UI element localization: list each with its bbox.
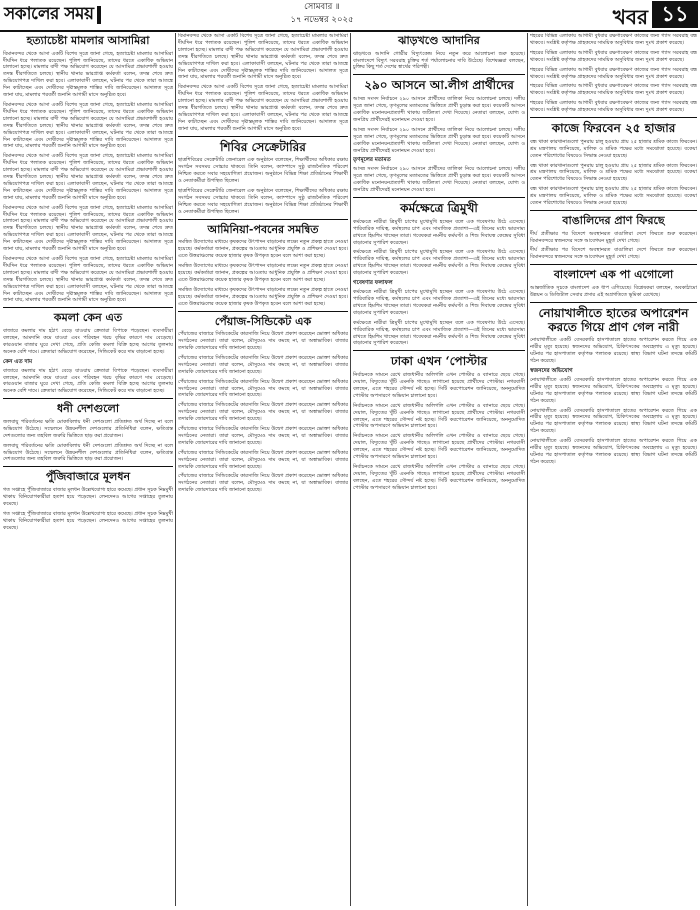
headline: ঝাড়খণ্ডে আদানির <box>398 34 480 47</box>
article-body: শহরের বিভিন্ন এলাকায় আগামী বুধবার রক্ষণাবেক্ষণ কাজের জন্য গ্যাস সরবরাহ বন্ধ থাকবে। সংশ্লিষ্ট কর্তৃপক্ষ গ্রাহকদের সাময়িক অসুবিধার জন্য দুঃখ প্রকাশ করেছে। <box>530 49 697 63</box>
article-kamla <box>3 307 173 395</box>
article-body: আসন্ন সংসদ নির্বাচনে ২৯০ আসনে প্রার্থীদের তালিকা নিয়ে আলোচনা চলছে। দলীয় সূত্রে জানা গেছে, তৃণমূলের মতামতের ভিত্তিতে প্রার্থী চূড়ান্ত করা হবে। কয়েকটি আসনে একাধিক মনোনয়নপ্রত্যাশী থাকায় জটিলতা দেখা দিয়েছে। নেতারা বলছেন, যোগ্য ও জনপ্রিয় প্রার্থীদেরই মনোনয়ন দেওয়া হবে। <box>353 96 525 123</box>
article-shibir <box>178 136 348 216</box>
article-body: বিমানবন্দর থেকে আসা একটি বিশেষ সূত্রে জানা গেছে, হত্যাচেষ্টা মামলার আসামিরা দীর্ঘদিন ধরে পলাতক রয়েছেন। পুলিশ জানিয়েছে, তাদের ধরতে একাধিক অভিযান চালানো হচ্ছে। মামলার বাদী পক্ষ অভিযোগ করেছেন যে আসামিরা প্রভাবশালী হওয়ায় তদন্ত ধীরগতিতে চলছে। স্থানীয় থানার ভারপ্রাপ্ত কর্মকর্তা বলেন, তদন্ত শেষে দ্রুত অভিযোগপত্র দাখিল করা হবে। এলাকাবাসী বলছেন, ঘটনার পর থেকে তারা আতঙ্কে দিন কাটাচ্ছেন এবং দোষীদের দৃষ্টান্তমূলক শাস্তির দাবি জানিয়েছেন। আদালত সূত্রে জানা যায়, মামলার পরবর্তী শুনানি আগামী মাসে অনুষ্ঠিত হবে। <box>3 101 173 150</box>
subheading: তৃণমূলের মতামত <box>353 157 391 164</box>
article-hotyachesta <box>3 35 173 304</box>
article-body: শহরের বিভিন্ন এলাকায় আগামী বুধবার রক্ষণাবেক্ষণ কাজের জন্য গ্যাস সরবরাহ বন্ধ থাকবে। সংশ্লিষ্ট কর্তৃপক্ষ গ্রাহকদের সাময়িক অসুবিধার জন্য দুঃখ প্রকাশ করেছে। <box>530 100 697 114</box>
article-body: ঝাড়খণ্ডে আদানি গোষ্ঠীর বিদ্যুৎকেন্দ্র নিয়ে নতুন করে আলোচনা শুরু হয়েছে। বাংলাদেশে বিদ্যুৎ সরবরাহ চুক্তির শর্ত পর্যালোচনার দাবি উঠেছে। বিশেষজ্ঞরা বলছেন, চুক্তির কিছু শর্ত দেশের স্বার্থের পরিপন্থী। <box>353 50 525 71</box>
article-body: আসন্ন সংসদ নির্বাচনে ২৯০ আসনে প্রার্থীদের তালিকা নিয়ে আলোচনা চলছে। দলীয় সূত্রে জানা গেছে, তৃণমূলের মতামতের ভিত্তিতে প্রার্থী চূড়ান্ত করা হবে। কয়েকটি আসনে একাধিক মনোনয়নপ্রত্যাশী থাকায় জটিলতা দেখা দিয়েছে। নেতারা বলছেন, যোগ্য ও জনপ্রিয় প্রার্থীদেরই মনোনয়ন দেওয়া হবে। <box>353 166 525 194</box>
article-jharkhand <box>353 35 525 71</box>
article-body: বিমানবন্দর থেকে আসা একটি বিশেষ সূত্রে জানা গেছে, হত্যাচেষ্টা মামলার আসামিরা দীর্ঘদিন ধরে পলাতক রয়েছেন। পুলিশ জানিয়েছে, তাদের ধরতে একাধিক অভিযান চালানো হচ্ছে। মামলার বাদী পক্ষ অভিযোগ করেছেন যে আসামিরা প্রভাবশালী হওয়ায় তদন্ত ধীরগতিতে চলছে। স্থানীয় থানার ভারপ্রাপ্ত কর্মকর্তা বলেন, তদন্ত শেষে দ্রুত অভিযোগপত্র দাখিল করা হবে। এলাকাবাসী বলছেন, ঘটনার পর থেকে তারা আতঙ্কে দিন কাটাচ্ছেন এবং দোষীদের দৃষ্টান্তমূলক শাস্তির দাবি জানিয়েছেন। আদালত সূত্রে জানা যায়, মামলার পরবর্তী শুনানি আগামী মাসে অনুষ্ঠিত হবে। <box>3 204 173 253</box>
article-body: সমন্বিত উদ্যোগের মাধ্যমে কৃষকদের উৎপাদন বাড়ানোর লক্ষ্যে নতুন প্রকল্প হাতে নেওয়া হয়েছে। কর্মকর্তারা জানান, প্রকল্পের আওতায় আধুনিক প্রযুক্তি ও প্রশিক্ষণ দেওয়া হবে। এতে উত্তরাঞ্চলের কয়েক হাজার কৃষক উপকৃত হবেন বলে আশা করা হচ্ছে। <box>178 263 348 283</box>
article-body: গত সপ্তাহে পুঁজিবাজারে বাজার মূলধন উল্লেখযোগ্য হারে কমেছে। প্রধান সূচক নিম্নমুখী থাকায় বিনিয়োগকারীরা হতাশ হয়ে পড়েছেন। লেনদেনও আগের সপ্তাহের তুলনায় কমেছে। <box>3 510 173 531</box>
subheading: গবেষণার ফলাফল <box>353 280 393 287</box>
column-1 <box>3 33 173 534</box>
column-2 <box>178 33 348 497</box>
article-ashon <box>353 74 525 194</box>
headline: ধনী দেশগুলো <box>56 402 120 416</box>
day-label: সোমবার ॥ <box>304 2 340 12</box>
article-dhaka <box>353 350 525 491</box>
article-body: বিমানবন্দর থেকে আসা একটি বিশেষ সূত্রে জানা গেছে, হত্যাচেষ্টা মামলার আসামিরা দীর্ঘদিন ধরে পলাতক রয়েছেন। পুলিশ জানিয়েছে, তাদের ধরতে একাধিক অভিযান চালানো হচ্ছে। মামলার বাদী পক্ষ অভিযোগ করেছেন যে আসামিরা প্রভাবশালী হওয়ায় তদন্ত ধীরগতিতে চলছে। স্থানীয় থানার ভারপ্রাপ্ত কর্মকর্তা বলেন, তদন্ত শেষে দ্রুত অভিযোগপত্র দাখিল করা হবে। এলাকাবাসী বলছেন, ঘটনার পর থেকে তারা আতঙ্কে দিন কাটাচ্ছেন এবং দোষীদের দৃষ্টান্তমূলক শাস্তির দাবি জানিয়েছেন। আদালত সূত্রে জানা যায়, মামলার পরবর্তী শুনানি আগামী মাসে অনুষ্ঠিত হবে। <box>3 153 173 201</box>
article-body: বাজারে কমলার দাম হঠাৎ বেড়ে যাওয়ায় ক্রেতারা বিপাকে পড়েছেন। ব্যবসায়ীরা বলছেন, আমদানি কমে যাওয়া এবং পরিবহন খরচ বৃদ্ধির কারণে দাম বেড়েছে। কারওয়ান বাজার ঘুরে দেখা গেছে, প্রতি কেজি কমলা বিক্রি হচ্ছে আগের তুলনায় অনেক বেশি দামে। ক্রেতারা অভিযোগ করেছেন, সিন্ডিকেট করে দাম বাড়ানো হচ্ছে। <box>3 367 173 395</box>
article-karmo <box>353 197 525 347</box>
article-body: সমন্বিত উদ্যোগের মাধ্যমে কৃষকদের উৎপাদন বাড়ানোর লক্ষ্যে নতুন প্রকল্প হাতে নেওয়া হয়েছে। কর্মকর্তারা জানান, প্রকল্পের আওতায় আধুনিক প্রযুক্তি ও প্রশিক্ষণ দেওয়া হবে। এতে উত্তরাঞ্চলের কয়েক হাজার কৃষক উপকৃত হবেন বলে আশা করা হচ্ছে। <box>178 286 348 307</box>
article-body: নির্বাচনকে সামনে রেখে রাজধানীর অলিগলি এখন পোস্টার ও ব্যানারে ছেয়ে গেছে। দেয়াল, বিদ্যুতের খুঁটি এমনকি গাছেও লাগানো হয়েছে প্রার্থীদের পোস্টার। নগরবাসী বলছেন, এতে শহরের সৌন্দর্য নষ্ট হচ্ছে। সিটি করপোরেশন জানিয়েছে, অননুমোদিত পোস্টার অপসারণে অভিযান চালানো হবে। <box>353 372 525 399</box>
article-body: নোয়াখালীতে একটি বেসরকারি হাসপাতালে হাতের অপারেশন করতে গিয়ে এক নারীর মৃত্যু হয়েছে। স্বজনদের অভিযোগ, চিকিৎসকের অবহেলায় এ মৃত্যু হয়েছে। ঘটনার পর হাসপাতাল কর্তৃপক্ষ পলাতক রয়েছে। স্বাস্থ্য বিভাগ ঘটনা তদন্তে কমিটি গঠন করেছে। <box>530 337 697 365</box>
article-pabon <box>178 219 348 308</box>
article-body: কর্মক্ষেত্রে নারীরা ত্রিমুখী চাপের মুখোমুখি হচ্ছেন বলে এক গবেষণায় উঠে এসেছে। পারিবারিক দায়িত্ব, কর্মস্থলের চাপ এবং সামাজিক প্রত্যাশা—এই তিনের মধ্যে ভারসাম্য রাখতে হিমশিম খাচ্ছেন তারা। গবেষকরা নমনীয় কর্মঘণ্টা ও শিশু দিবাযত্ন কেন্দ্রের সুবিধা বাড়ানোর সুপারিশ করেছেন। <box>353 249 525 277</box>
article-body: নোয়াখালীতে একটি বেসরকারি হাসপাতালে হাতের অপারেশন করতে গিয়ে এক নারীর মৃত্যু হয়েছে। স্বজনদের অভিযোগ, চিকিৎসকের অবহেলায় এ মৃত্যু হয়েছে। ঘটনার পর হাসপাতাল কর্তৃপক্ষ পলাতক রয়েছে। স্বাস্থ্য বিভাগ ঘটনা তদন্তে কমিটি গঠন করেছে। <box>530 438 697 465</box>
column-divider <box>527 33 528 906</box>
headline: কমলা কেন এত <box>53 311 123 325</box>
article-body: নির্বাচনকে সামনে রেখে রাজধানীর অলিগলি এখন পোস্টার ও ব্যানারে ছেয়ে গেছে। দেয়াল, বিদ্যুতের খুঁটি এমনকি গাছেও লাগানো হয়েছে প্রার্থীদের পোস্টার। নগরবাসী বলছেন, এতে শহরের সৌন্দর্য নষ্ট হচ্ছে। সিটি করপোরেশন জানিয়েছে, অননুমোদিত পোস্টার অপসারণে অভিযান চালানো হবে। <box>353 433 525 461</box>
article-body: বিমানবন্দর থেকে আসা একটি বিশেষ সূত্রে জানা গেছে, হত্যাচেষ্টা মামলার আসামিরা দীর্ঘদিন ধরে পলাতক রয়েছেন। পুলিশ জানিয়েছে, তাদের ধরতে একাধিক অভিযান চালানো হচ্ছে। মামলার বাদী পক্ষ অভিযোগ করেছেন যে আসামিরা প্রভাবশালী হওয়ায় তদন্ত ধীরগতিতে চলছে। স্থানীয় থানার ভারপ্রাপ্ত কর্মকর্তা বলেন, তদন্ত শেষে দ্রুত অভিযোগপত্র দাখিল করা হবে। এলাকাবাসী বলছেন, ঘটনার পর থেকে তারা আতঙ্কে দিন কাটাচ্ছেন এবং দোষীদের দৃষ্টান্তমূলক শাস্তির দাবি জানিয়েছেন। আদালত সূত্রে জানা যায়, মামলার পরবর্তী শুনানি আগামী মাসে অনুষ্ঠিত হবে। <box>178 84 348 132</box>
subheading: স্বজনদের অভিযোগ <box>530 367 573 374</box>
date-block <box>262 1 382 27</box>
column-3 <box>353 33 525 495</box>
article-body: বিমানবন্দর থেকে আসা একটি বিশেষ সূত্রে জানা গেছে, হত্যাচেষ্টা মামলার আসামিরা দীর্ঘদিন ধরে পলাতক রয়েছেন। পুলিশ জানিয়েছে, তাদের ধরতে একাধিক অভিযান চালানো হচ্ছে। মামলার বাদী পক্ষ অভিযোগ করেছেন যে আসামিরা প্রভাবশালী হওয়ায় তদন্ত ধীরগতিতে চলছে। স্থানীয় থানার ভারপ্রাপ্ত কর্মকর্তা বলেন, তদন্ত শেষে দ্রুত অভিযোগপত্র দাখিল করা হবে। এলাকাবাসী বলছেন, ঘটনার পর থেকে তারা আতঙ্কে দিন কাটাচ্ছেন এবং দোষীদের দৃষ্টান্তমূলক শাস্তির দাবি জানিয়েছেন। আদালত সূত্রে জানা যায়, মামলার পরবর্তী শুনানি আগামী মাসে অনুষ্ঠিত হবে। <box>178 33 348 81</box>
headline: ঢাকা এখন ‘পোস্টার <box>390 354 488 369</box>
article-body: আন্তর্জাতিক সূচকে বাংলাদেশ এক ধাপ এগিয়েছে। বিশ্লেষকরা বলছেন, অবকাঠামো উন্নয়ন ও ডিজিটাল সেবার প্রসার এই অগ্রগতিতে ভূমিকা রেখেছে। <box>530 284 697 298</box>
article-body: বিমানবন্দর থেকে আসা একটি বিশেষ সূত্রে জানা গেছে, হত্যাচেষ্টা মামলার আসামিরা দীর্ঘদিন ধরে পলাতক রয়েছেন। পুলিশ জানিয়েছে, তাদের ধরতে একাধিক অভিযান চালানো হচ্ছে। মামলার বাদী পক্ষ অভিযোগ করেছেন যে আসামিরা প্রভাবশালী হওয়ায় তদন্ত ধীরগতিতে চলছে। স্থানীয় থানার ভারপ্রাপ্ত কর্মকর্তা বলেন, তদন্ত শেষে দ্রুত অভিযোগপত্র দাখিল করা হবে। এলাকাবাসী বলছেন, ঘটনার পর থেকে তারা আতঙ্কে দিন কাটাচ্ছেন এবং দোষীদের দৃষ্টান্তমূলক শাস্তির দাবি জানিয়েছেন। আদালত সূত্রে জানা যায়, মামলার পরবর্তী শুনানি আগামী মাসে অনুষ্ঠিত হবে। <box>3 256 173 304</box>
article-body: দীর্ঘ প্রতীক্ষার পর বিদেশে অবস্থানরত বাঙালিরা দেশে ফিরতে শুরু করেছেন। বিমানবন্দরে স্বজনদের সঙ্গে আবেগঘন মুহূর্ত দেখা গেছে। <box>530 247 697 261</box>
headline: বাংলাদেশ এক পা এগোলো <box>553 268 674 282</box>
article-dhoni <box>3 398 173 463</box>
column-4 <box>530 33 697 469</box>
article-body: ছাত্রশিবিরের সেক্রেটারি জেনারেল এক অনুষ্ঠানে বলেছেন, শিক্ষার্থীদের অধিকার রক্ষায় সংগঠন সবসময় সোচ্চার থাকবে। তিনি বলেন, ক্যাম্পাসে সুষ্ঠু রাজনৈতিক পরিবেশ নিশ্চিত করতে সবার সহযোগিতা প্রয়োজন। অনুষ্ঠানে বিভিন্ন শিক্ষা প্রতিষ্ঠানের শিক্ষার্থী ও নেতাকর্মীরা উপস্থিত ছিলেন। <box>178 157 348 185</box>
logo-bar-icon <box>97 6 101 24</box>
headline: কর্মক্ষেত্রে ত্রিমুখী <box>400 201 478 216</box>
article-body: পেঁয়াজের বাজারে সিন্ডিকেটের কারসাজি নিয়ে উদ্বেগ প্রকাশ করেছেন ভোক্তা অধিকার সংগঠনের নেতারা। তারা বলেন, মৌসুমেও দাম কমছে না, যা অস্বাভাবিক। বাজার তদারকি জোরদারের দাবি জানানো হয়েছে। <box>178 426 348 446</box>
article-body: দীর্ঘ প্রতীক্ষার পর বিদেশে অবস্থানরত বাঙালিরা দেশে ফিরতে শুরু করেছেন। বিমানবন্দরে স্বজনদের সঙ্গে আবেগঘন মুহূর্ত দেখা গেছে। <box>530 230 697 244</box>
headline: পেঁয়াজ-সিন্ডিকেট এক <box>214 314 312 328</box>
section-title: খবর <box>612 5 648 29</box>
article-body: নোয়াখালীতে একটি বেসরকারি হাসপাতালে হাতের অপারেশন করতে গিয়ে এক নারীর মৃত্যু হয়েছে। স্বজনদের অভিযোগ, চিকিৎসকের অবহেলায় এ মৃত্যু হয়েছে। ঘটনার পর হাসপাতাল কর্তৃপক্ষ পলাতক রয়েছে। স্বাস্থ্য বিভাগ ঘটনা তদন্তে কমিটি গঠন করেছে। <box>530 376 697 404</box>
article-body: শহরের বিভিন্ন এলাকায় আগামী বুধবার রক্ষণাবেক্ষণ কাজের জন্য গ্যাস সরবরাহ বন্ধ থাকবে। সংশ্লিষ্ট কর্তৃপক্ষ গ্রাহকদের সাময়িক অসুবিধার জন্য দুঃখ প্রকাশ করেছে। <box>530 33 697 46</box>
article-body: ছাত্রশিবিরের সেক্রেটারি জেনারেল এক অনুষ্ঠানে বলেছেন, শিক্ষার্থীদের অধিকার রক্ষায় সংগঠন সবসময় সোচ্চার থাকবে। তিনি বলেন, ক্যাম্পাসে সুষ্ঠু রাজনৈতিক পরিবেশ নিশ্চিত করতে সবার সহযোগিতা প্রয়োজন। অনুষ্ঠানে বিভিন্ন শিক্ষা প্রতিষ্ঠানের শিক্ষার্থী ও নেতাকর্মীরা উপস্থিত ছিলেন। <box>178 188 348 215</box>
article-body: বন্ধ থাকা কারখানাগুলো পুনরায় চালু হওয়ায় প্রায় ২৫ হাজার শ্রমিক কাজে ফিরবেন। শ্রম মন্ত্রণালয় জানিয়েছে, মালিক ও শ্রমিক পক্ষের মধ্যে সমঝোতা হয়েছে। বকেয়া বেতন পরিশোধের বিষয়েও সিদ্ধান্ত নেওয়া হয়েছে। <box>530 162 697 183</box>
column-divider <box>350 33 351 906</box>
article-body: বন্ধ থাকা কারখানাগুলো পুনরায় চালু হওয়ায় প্রায় ২৫ হাজার শ্রমিক কাজে ফিরবেন। শ্রম মন্ত্রণালয় জানিয়েছে, মালিক ও শ্রমিক পক্ষের মধ্যে সমঝোতা হয়েছে। বকেয়া বেতন পরিশোধের বিষয়েও সিদ্ধান্ত নেওয়া হয়েছে। <box>530 186 697 207</box>
article-body: কর্মক্ষেত্রে নারীরা ত্রিমুখী চাপের মুখোমুখি হচ্ছেন বলে এক গবেষণায় উঠে এসেছে। পারিবারিক দায়িত্ব, কর্মস্থলের চাপ এবং সামাজিক প্রত্যাশা—এই তিনের মধ্যে ভারসাম্য রাখতে হিমশিম খাচ্ছেন তারা। গবেষকরা নমনীয় কর্মঘণ্টা ও শিশু দিবাযত্ন কেন্দ্রের সুবিধা বাড়ানোর সুপারিশ করেছেন। <box>353 319 525 347</box>
article-body: পেঁয়াজের বাজারে সিন্ডিকেটের কারসাজি নিয়ে উদ্বেগ প্রকাশ করেছেন ভোক্তা অধিকার সংগঠনের নেতারা। তারা বলেন, মৌসুমেও দাম কমছে না, যা অস্বাভাবিক। বাজার তদারকি জোরদারের দাবি জানানো হয়েছে। <box>178 378 348 399</box>
article-punji <box>3 466 173 531</box>
article-body: আসন্ন সংসদ নির্বাচনে ২৯০ আসনে প্রার্থীদের তালিকা নিয়ে আলোচনা চলছে। দলীয় সূত্রে জানা গেছে, তৃণমূলের মতামতের ভিত্তিতে প্রার্থী চূড়ান্ত করা হবে। কয়েকটি আসনে একাধিক মনোনয়নপ্রত্যাশী থাকায় জটিলতা দেখা দিয়েছে। নেতারা বলছেন, যোগ্য ও জনপ্রিয় প্রার্থীদেরই মনোনয়ন দেওয়া হবে। <box>353 126 525 154</box>
article-body: পেঁয়াজের বাজারে সিন্ডিকেটের কারসাজি নিয়ে উদ্বেগ প্রকাশ করেছেন ভোক্তা অধিকার সংগঠনের নেতারা। তারা বলেন, মৌসুমেও দাম কমছে না, যা অস্বাভাবিক। বাজার তদারকি জোরদারের দাবি জানানো হয়েছে। <box>178 473 348 494</box>
date-label: ১৭ নভেম্বর ২০২৫ <box>290 15 354 25</box>
newspaper-logo <box>4 2 101 28</box>
article-body: কর্মক্ষেত্রে নারীরা ত্রিমুখী চাপের মুখোমুখি হচ্ছেন বলে এক গবেষণায় উঠে এসেছে। পারিবারিক দায়িত্ব, কর্মস্থলের চাপ এবং সামাজিক প্রত্যাশা—এই তিনের মধ্যে ভারসাম্য রাখতে হিমশিম খাচ্ছেন তারা। গবেষকরা নমনীয় কর্মঘণ্টা ও শিশু দিবাযত্ন কেন্দ্রের সুবিধা বাড়ানোর সুপারিশ করেছেন। <box>353 289 525 316</box>
article-bangali <box>530 210 697 261</box>
article-body: কর্মক্ষেত্রে নারীরা ত্রিমুখী চাপের মুখোমুখি হচ্ছেন বলে এক গবেষণায় উঠে এসেছে। পারিবারিক দায়িত্ব, কর্মস্থলের চাপ এবং সামাজিক প্রত্যাশা—এই তিনের মধ্যে ভারসাম্য রাখতে হিমশিম খাচ্ছেন তারা। গবেষকরা নমনীয় কর্মঘণ্টা ও শিশু দিবাযত্ন কেন্দ্রের সুবিধা বাড়ানোর সুপারিশ করেছেন। <box>353 218 525 246</box>
article-kaj <box>530 117 697 207</box>
headline: বাঙালিদের প্রাণ ফিরছে <box>562 214 665 228</box>
article-body: জলবায়ু পরিবর্তনের ক্ষতি মোকাবিলায় ধনী দেশগুলো প্রতিশ্রুত অর্থ দিচ্ছে না বলে অভিযোগ উঠেছে। সম্মেলনে উন্নয়নশীল দেশগুলোর প্রতিনিধিরা বলেন, ক্ষতিগ্রস্ত দেশগুলোর জন্য তহবিল জরুরি ভিত্তিতে ছাড় করা প্রয়োজন। <box>3 442 173 463</box>
article-bangladesh <box>530 264 697 298</box>
column-divider <box>175 33 176 906</box>
headline: হত্যাচেষ্টা মামলার আসামিরা <box>26 34 150 47</box>
article-body: জলবায়ু পরিবর্তনের ক্ষতি মোকাবিলায় ধনী দেশগুলো প্রতিশ্রুত অর্থ দিচ্ছে না বলে অভিযোগ উঠেছে। সম্মেলনে উন্নয়নশীল দেশগুলোর প্রতিনিধিরা বলেন, ক্ষতিগ্রস্ত দেশগুলোর জন্য তহবিল জরুরি ভিত্তিতে ছাড় করা প্রয়োজন। <box>3 418 173 439</box>
article-body: গত সপ্তাহে পুঁজিবাজারে বাজার মূলধন উল্লেখযোগ্য হারে কমেছে। প্রধান সূচক নিম্নমুখী থাকায় বিনিয়োগকারীরা হতাশ হয়ে পড়েছেন। লেনদেনও আগের সপ্তাহের তুলনায় কমেছে। <box>3 486 173 507</box>
headline: ২৯০ আসনে আ.লীগ প্রার্থীদের <box>364 78 514 93</box>
article-body: পেঁয়াজের বাজারে সিন্ডিকেটের কারসাজি নিয়ে উদ্বেগ প্রকাশ করেছেন ভোক্তা অধিকার সংগঠনের নেতারা। তারা বলেন, মৌসুমেও দাম কমছে না, যা অস্বাভাবিক। বাজার তদারকি জোরদারের দাবি জানানো হয়েছে। <box>178 331 348 351</box>
headline: কাজে ফিরবেন ২৫ হাজার <box>551 121 676 136</box>
article-body: নির্বাচনকে সামনে রেখে রাজধানীর অলিগলি এখন পোস্টার ও ব্যানারে ছেয়ে গেছে। দেয়াল, বিদ্যুতের খুঁটি এমনকি গাছেও লাগানো হয়েছে প্রার্থীদের পোস্টার। নগরবাসী বলছেন, এতে শহরের সৌন্দর্য নষ্ট হচ্ছে। সিটি করপোরেশন জানিয়েছে, অননুমোদিত পোস্টার অপসারণে অভিযান চালানো হবে। <box>353 464 525 491</box>
article-noakhali <box>530 302 697 466</box>
headline: আমিনিয়া-পবনের সমন্বিত <box>207 222 319 236</box>
article-body: বিমানবন্দর থেকে আসা একটি বিশেষ সূত্রে জানা গেছে, হত্যাচেষ্টা মামলার আসামিরা দীর্ঘদিন ধরে পলাতক রয়েছেন। পুলিশ জানিয়েছে, তাদের ধরতে একাধিক অভিযান চালানো হচ্ছে। মামলার বাদী পক্ষ অভিযোগ করেছেন যে আসামিরা প্রভাবশালী হওয়ায় তদন্ত ধীরগতিতে চলছে। স্থানীয় থানার ভারপ্রাপ্ত কর্মকর্তা বলেন, তদন্ত শেষে দ্রুত অভিযোগপত্র দাখিল করা হবে। এলাকাবাসী বলছেন, ঘটনার পর থেকে তারা আতঙ্কে দিন কাটাচ্ছেন এবং দোষীদের দৃষ্টান্তমূলক শাস্তির দাবি জানিয়েছেন। আদালত সূত্রে জানা যায়, মামলার পরবর্তী শুনানি আগামী মাসে অনুষ্ঠিত হবে। <box>3 50 173 99</box>
logo-text: সকালের সময় <box>4 4 94 24</box>
article-body: পেঁয়াজের বাজারে সিন্ডিকেটের কারসাজি নিয়ে উদ্বেগ প্রকাশ করেছেন ভোক্তা অধিকার সংগঠনের নেতারা। তারা বলেন, মৌসুমেও দাম কমছে না, যা অস্বাভাবিক। বাজার তদারকি জোরদারের দাবি জানানো হয়েছে। <box>178 449 348 470</box>
article-body: বাজারে কমলার দাম হঠাৎ বেড়ে যাওয়ায় ক্রেতারা বিপাকে পড়েছেন। ব্যবসায়ীরা বলছেন, আমদানি কমে যাওয়া এবং পরিবহন খরচ বৃদ্ধির কারণে দাম বেড়েছে। কারওয়ান বাজার ঘুরে দেখা গেছে, প্রতি কেজি কমলা বিক্রি হচ্ছে আগের তুলনায় অনেক বেশি দামে। ক্রেতারা অভিযোগ করেছেন, সিন্ডিকেট করে দাম বাড়ানো হচ্ছে। <box>3 328 173 355</box>
article-body: পেঁয়াজের বাজারে সিন্ডিকেটের কারসাজি নিয়ে উদ্বেগ প্রকাশ করেছেন ভোক্তা অধিকার সংগঠনের নেতারা। তারা বলেন, মৌসুমেও দাম কমছে না, যা অস্বাভাবিক। বাজার তদারকি জোরদারের দাবি জানানো হয়েছে। <box>178 354 348 375</box>
article-body: সমন্বিত উদ্যোগের মাধ্যমে কৃষকদের উৎপাদন বাড়ানোর লক্ষ্যে নতুন প্রকল্প হাতে নেওয়া হয়েছে। কর্মকর্তারা জানান, প্রকল্পের আওতায় আধুনিক প্রযুক্তি ও প্রশিক্ষণ দেওয়া হবে। এতে উত্তরাঞ্চলের কয়েক হাজার কৃষক উপকৃত হবেন বলে আশা করা হচ্ছে। <box>178 239 348 260</box>
subheading: কেন এত দাম <box>3 358 33 365</box>
headline: নোয়াখালীতে হাতের অপারেশন করতে গিয়ে প্রাণ গেল নারী <box>538 305 689 334</box>
article-body: নোয়াখালীতে একটি বেসরকারি হাসপাতালে হাতের অপারেশন করতে গিয়ে এক নারীর মৃত্যু হয়েছে। স্বজনদের অভিযোগ, চিকিৎসকের অবহেলায় এ মৃত্যু হয়েছে। ঘটনার পর হাসপাতাল কর্তৃপক্ষ পলাতক রয়েছে। স্বাস্থ্য বিভাগ ঘটনা তদন্তে কমিটি গঠন করেছে। <box>530 407 697 435</box>
article-peyaj <box>178 311 348 495</box>
article-body: শহরের বিভিন্ন এলাকায় আগামী বুধবার রক্ষণাবেক্ষণ কাজের জন্য গ্যাস সরবরাহ বন্ধ থাকবে। সংশ্লিষ্ট কর্তৃপক্ষ গ্রাহকদের সাময়িক অসুবিধার জন্য দুঃখ প্রকাশ করেছে। <box>530 83 697 97</box>
masthead <box>0 0 700 32</box>
article-body: পেঁয়াজের বাজারে সিন্ডিকেটের কারসাজি নিয়ে উদ্বেগ প্রকাশ করেছেন ভোক্তা অধিকার সংগঠনের নেতারা। তারা বলেন, মৌসুমেও দাম কমছে না, যা অস্বাভাবিক। বাজার তদারকি জোরদারের দাবি জানানো হয়েছে। <box>178 402 348 423</box>
page-number: ১১ <box>652 1 698 28</box>
article-body: শহরের বিভিন্ন এলাকায় আগামী বুধবার রক্ষণাবেক্ষণ কাজের জন্য গ্যাস সরবরাহ বন্ধ থাকবে। সংশ্লিষ্ট কর্তৃপক্ষ গ্রাহকদের সাময়িক অসুবিধার জন্য দুঃখ প্রকাশ করেছে। <box>530 66 697 80</box>
article-body: নির্বাচনকে সামনে রেখে রাজধানীর অলিগলি এখন পোস্টার ও ব্যানারে ছেয়ে গেছে। দেয়াল, বিদ্যুতের খুঁটি এমনকি গাছেও লাগানো হয়েছে প্রার্থীদের পোস্টার। নগরবাসী বলছেন, এতে শহরের সৌন্দর্য নষ্ট হচ্ছে। সিটি করপোরেশন জানিয়েছে, অননুমোদিত পোস্টার অপসারণে অভিযান চালানো হবে। <box>353 402 525 430</box>
headline: শিবির সেক্রেটারির <box>220 139 306 154</box>
headline: পুঁজিবাজারে মূলধন <box>45 470 131 484</box>
article-body: বন্ধ থাকা কারখানাগুলো পুনরায় চালু হওয়ায় প্রায় ২৫ হাজার শ্রমিক কাজে ফিরবেন। শ্রম মন্ত্রণালয় জানিয়েছে, মালিক ও শ্রমিক পক্ষের মধ্যে সমঝোতা হয়েছে। বকেয়া বেতন পরিশোধের বিষয়েও সিদ্ধান্ত নেওয়া হয়েছে। <box>530 138 697 159</box>
